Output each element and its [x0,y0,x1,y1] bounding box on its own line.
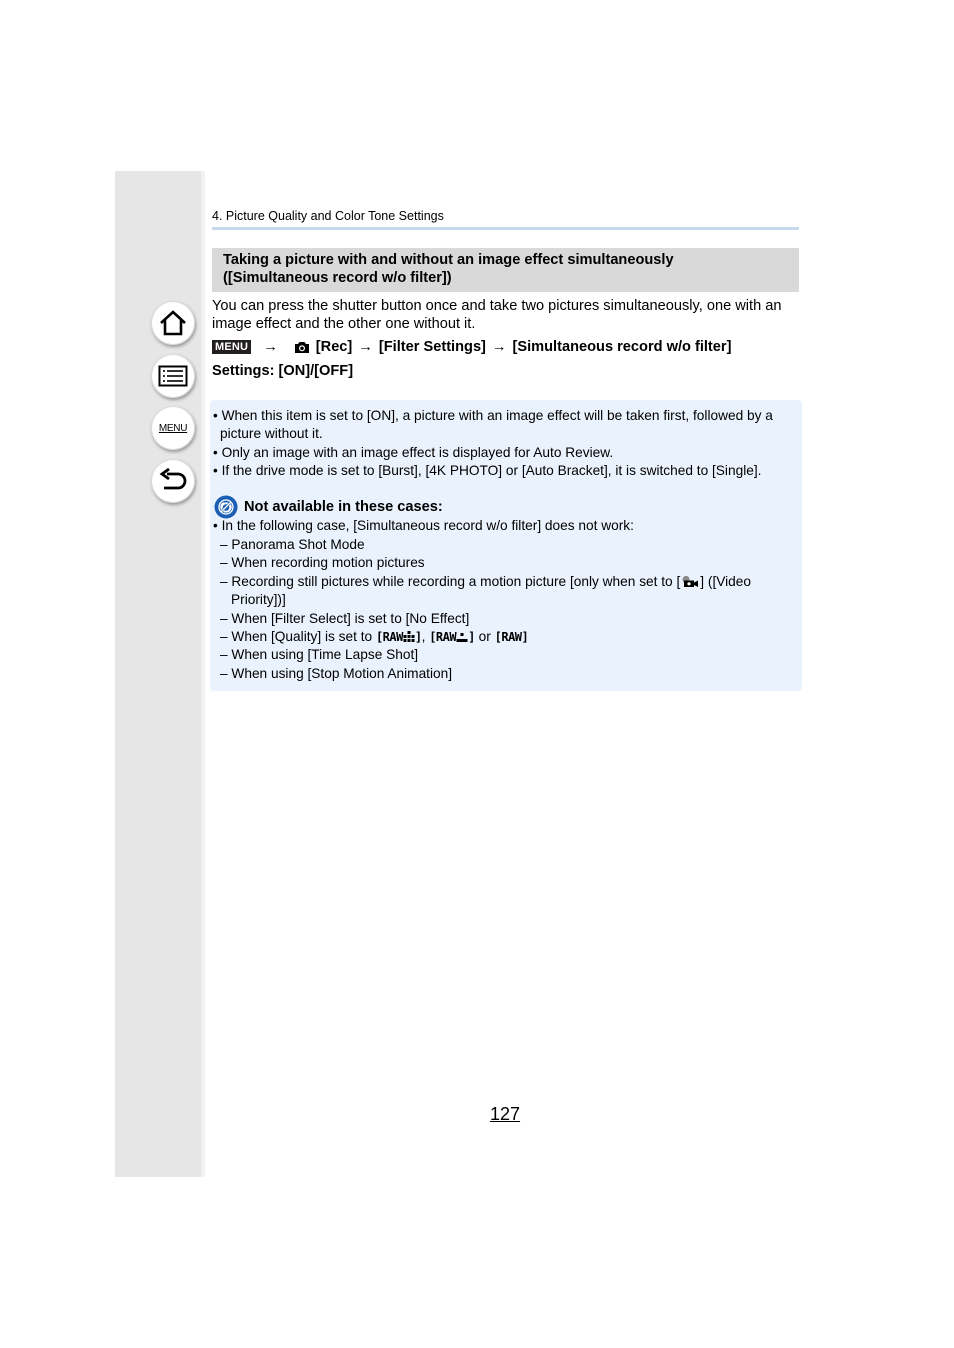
menu-path [212,338,731,356]
menu-path-rec: [Rec] [315,339,353,355]
raw-standard-quality-label: [RAW [429,630,457,645]
chapter-header: 4. Picture Quality and Color Tone Settings [212,209,444,223]
contents-list-icon [158,365,188,387]
not-available-icon [214,495,238,519]
menu-button[interactable] [151,406,195,450]
arrow: → [491,339,507,355]
home-icon [158,309,188,337]
intro-paragraph: You can press the shutter button once and take two pictures simultaneously, one with an image effect and the other one without it. [212,298,782,332]
raw-standard-icon [456,631,468,642]
not-available-label: Not available in these cases: [244,498,443,515]
camera-icon [294,341,310,354]
note-item: • If the drive mode is set to [Burst], [4K PHOTO] or [Auto Bracket], it is switched to [Single]. [213,463,762,479]
list-item-text: ] ([Video Priority])] [231,573,752,608]
sidebar-edge [201,171,205,1177]
list-item [220,628,780,646]
list-item: – When using [Time Lapse Shot] [220,647,419,663]
page-number: 127 [490,1104,521,1124]
raw-fine-icon [403,631,415,642]
menu-path-filter-settings: [Filter Settings] [378,339,486,355]
not-available-intro: • In the following case, [Simultaneous record w/o filter] does not work: [213,518,634,533]
list-item [220,573,780,610]
notes-box [210,400,802,691]
home-button[interactable] [151,301,195,345]
raw-standard-quality-close: ] [468,630,475,645]
contents-button[interactable] [151,354,195,398]
back-button[interactable] [151,459,195,503]
not-available-heading [214,495,443,519]
list-separator: or [474,629,495,645]
list-item: – When [Filter Select] is set to [No Effect] [220,610,470,626]
menu-icon: MENU [158,422,188,434]
list-item-text: – When [Quality] is set to [220,629,376,645]
menu-path-simultaneous-record: [Simultaneous record w/o filter] [512,339,732,355]
settings-line: Settings: [ON]/[OFF] [212,363,354,379]
video-priority-icon [681,575,699,588]
not-available-list [220,536,780,683]
list-item: – When using [Stop Motion Animation] [220,665,453,681]
list-item: – When recording motion pictures [220,555,425,571]
list-item-text: – Recording still pictures while recording a motion picture [only when set to [ [220,573,681,589]
list-item: – Panorama Shot Mode [220,537,365,552]
note-item: • When this item is set to [ON], a picture with an image effect will be taken first, followed by a picture without it. [213,408,773,442]
arrow: → [263,339,278,355]
header-rule [212,227,799,230]
raw-fine-quality-label: [RAW [375,630,403,645]
back-icon [158,468,188,494]
note-item: • Only an image with an image effect is displayed for Auto Review. [213,444,614,460]
arrow: → [358,339,373,355]
section-title-line1: Taking a picture with and without an image effect simultaneously [223,252,674,268]
raw-fine-quality-close: ] [414,630,422,645]
notes-list [213,407,793,481]
menu-badge: MENU [212,340,251,354]
section-title-line2: ([Simultaneous record w/o filter]) [223,270,452,286]
raw-quality-label: [RAW] [494,630,529,645]
list-separator: , [421,629,430,645]
section-title [212,248,799,292]
